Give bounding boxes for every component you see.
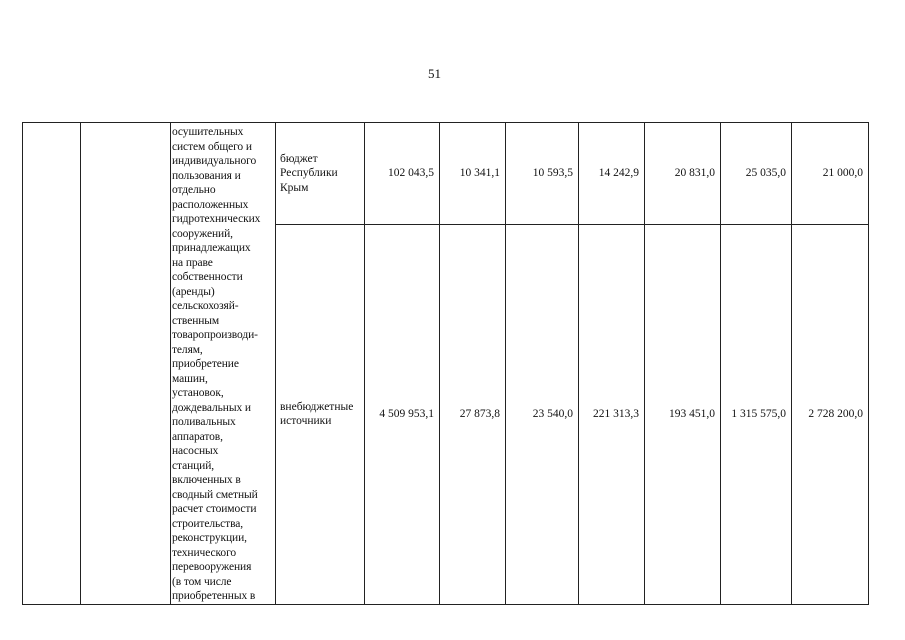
funding-source-cell: внебюджетные источники — [276, 225, 365, 604]
amount-cell: 10 593,5 — [506, 123, 579, 225]
amount-cell: 23 540,0 — [506, 225, 579, 604]
funding-source-cell: бюджет Республики Крым — [276, 123, 365, 225]
amount-cell: 27 873,8 — [440, 225, 506, 604]
amount-cell: 1 315 575,0 — [721, 225, 792, 604]
amount-cell: 221 313,3 — [579, 225, 645, 604]
budget-table — [22, 122, 869, 605]
empty-cell-1 — [23, 123, 81, 605]
amount-cell: 193 451,0 — [645, 225, 721, 604]
measure-description: осушительных систем общего и индивидуального пользования и отдельно расположенных гидротехнических сооружений, принадлежащих на праве собственности (аренды) сельскохозяй- ственным товаропроизводи- телям, приобретение машин, установок, дождевальных и поливальных аппаратов, насосных станций, включенных в сводный сметный расчет стоимости строительства, реконструкции, технического перевооружения (в том числе приобретенных в — [171, 123, 276, 605]
page-number: 51 — [428, 66, 441, 81]
amount-cell: 21 000,0 — [792, 123, 869, 225]
amount-cell: 14 242,9 — [579, 123, 645, 225]
amount-cell: 2 728 200,0 — [792, 225, 869, 604]
amount-total-cell: 4 509 953,1 — [365, 225, 440, 604]
amount-cell: 20 831,0 — [645, 123, 721, 225]
amount-cell: 10 341,1 — [440, 123, 506, 225]
empty-cell-2 — [81, 123, 171, 605]
amount-cell: 25 035,0 — [721, 123, 792, 225]
table-row — [23, 123, 869, 225]
amount-total-cell: 102 043,5 — [365, 123, 440, 225]
